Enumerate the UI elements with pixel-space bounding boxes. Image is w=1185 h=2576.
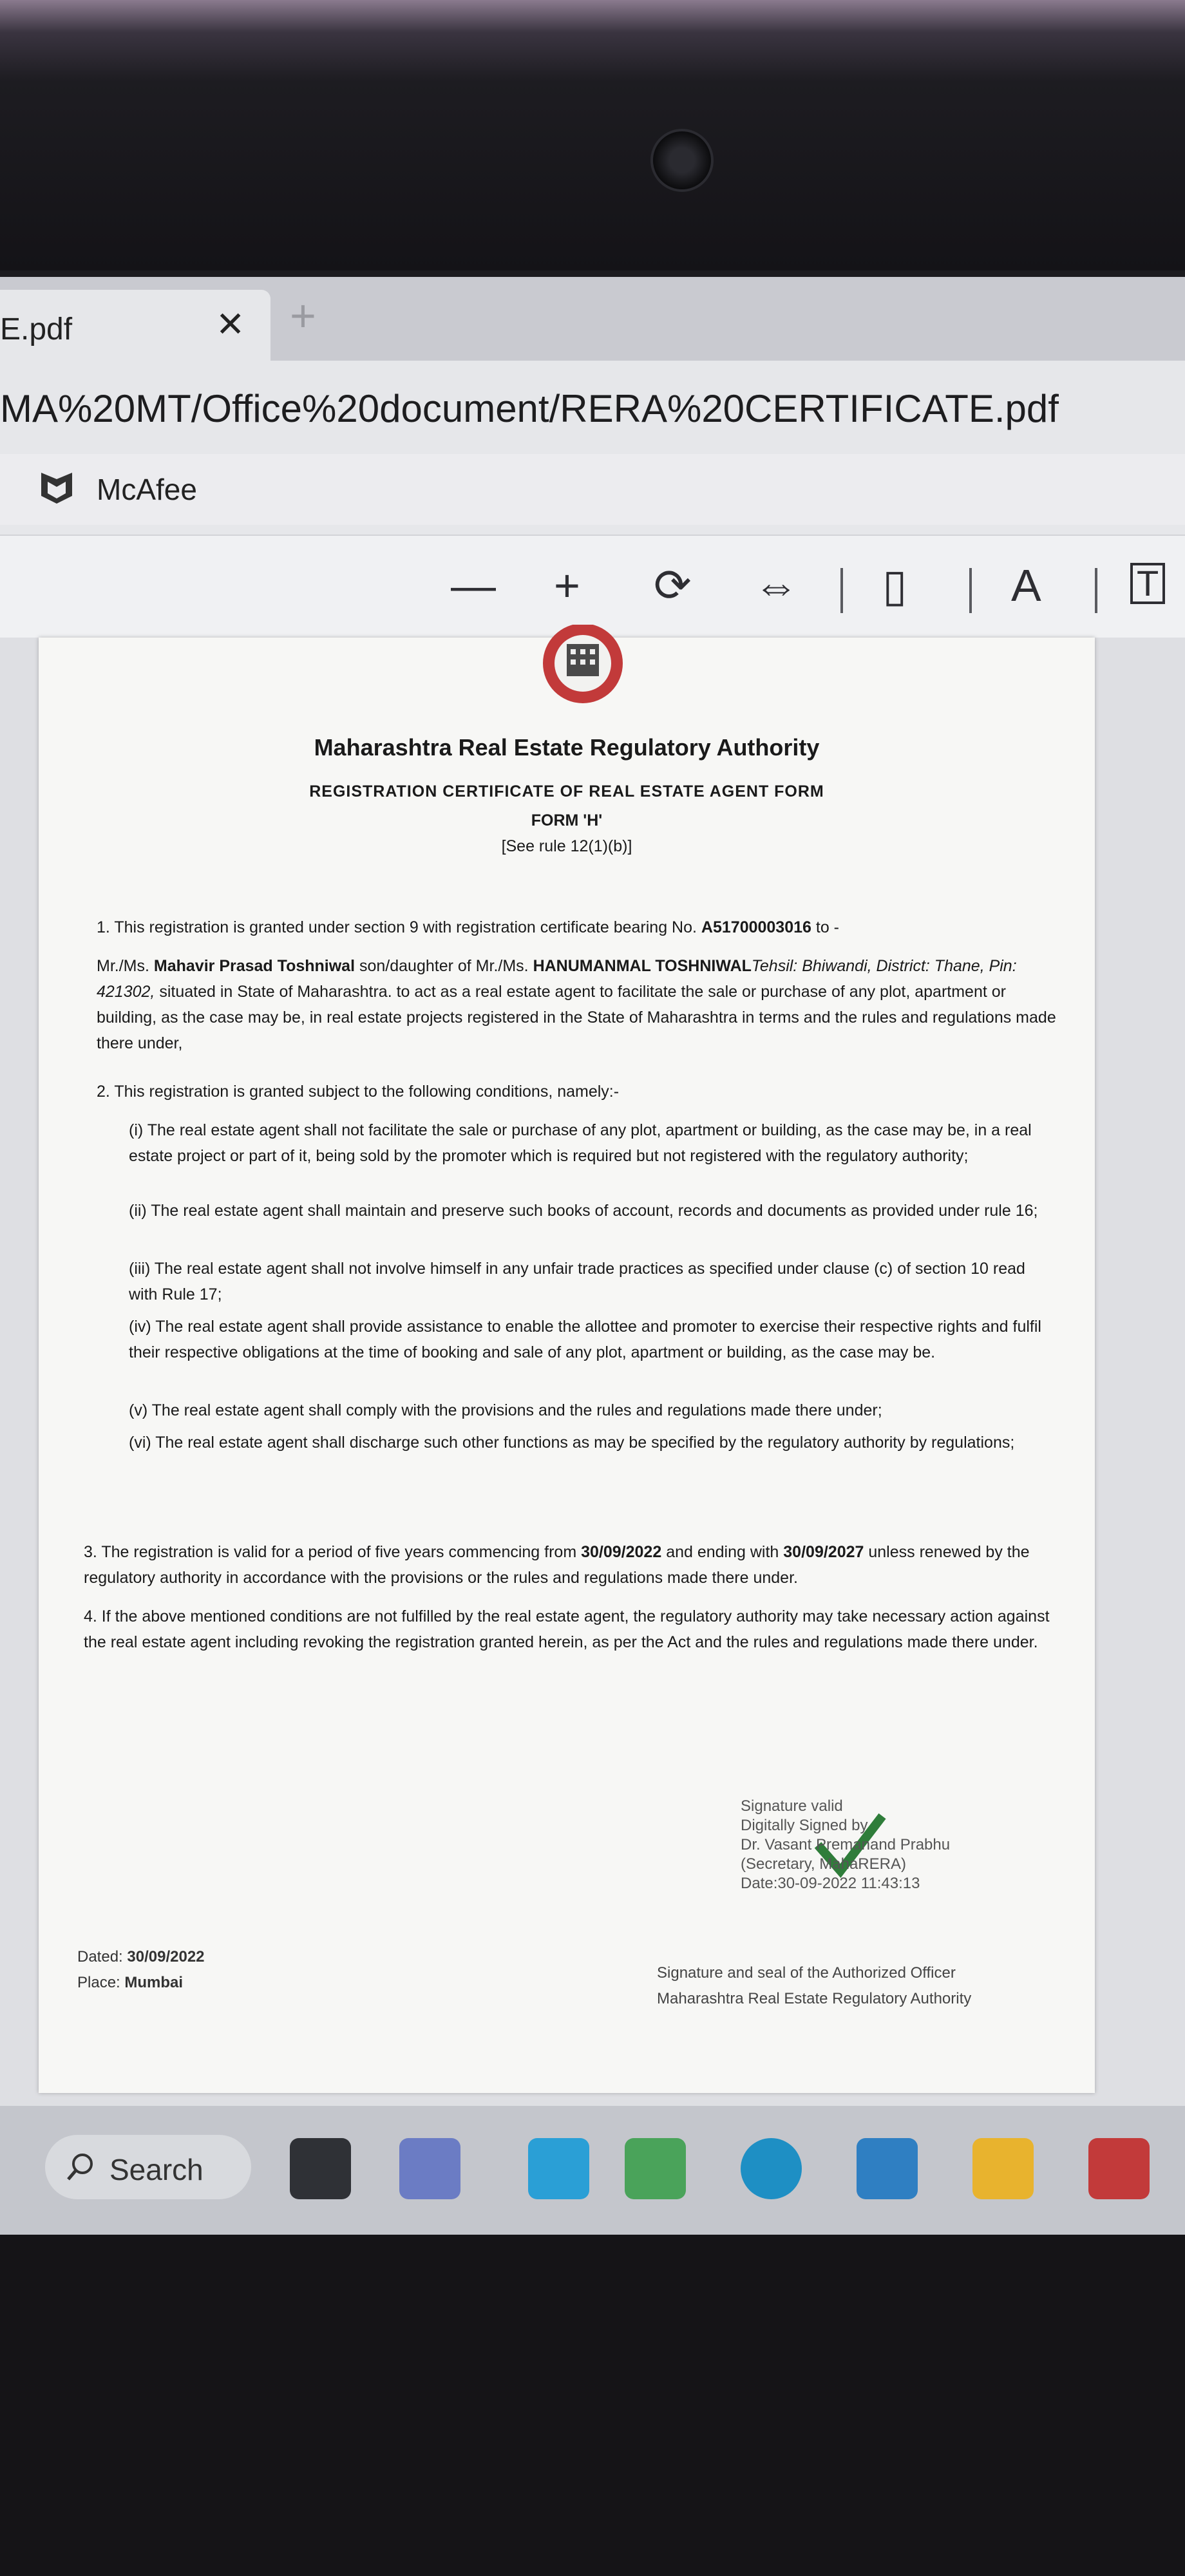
place-field	[77, 1974, 183, 1992]
toolbar-divider	[840, 568, 843, 613]
agent-name: Mahavir Prasad Toshniwal	[153, 957, 356, 975]
agent-details-rest: situated in State of Maharashtra. to act as a real estate agent to facilitate the sale or purchase of any plot, apartment or building, as the case may be, in real estate projects registered in the State of Maharashtra in terms and the rules and regulations made there under,	[97, 983, 1056, 1052]
signature-line: Signature valid	[741, 1797, 843, 1815]
signature-line: Date:30-09-2022 11:43:13	[741, 1875, 920, 1892]
clause-1-text: 1. This registration is granted under section 9 with registration certificate bearing No.	[97, 918, 697, 936]
start-date: 30/09/2022	[581, 1543, 662, 1561]
address-text: Tehsil: Bhiwandi, District: Thane, Pin: 421302,	[97, 957, 1017, 1001]
read-aloud-icon[interactable]: A	[1011, 560, 1041, 611]
certificate-page	[39, 638, 1095, 2093]
microsoft-store-icon[interactable]	[857, 2138, 918, 2199]
close-icon[interactable]: ✕	[216, 305, 245, 344]
taskbar	[0, 2106, 1185, 2235]
clause-3-rest: unless renewed by the regulatory authority in accordance with the provisions or the rules and regulations made there under.	[84, 1543, 1030, 1587]
digital-signature-block	[741, 1797, 1050, 1893]
pdf-viewport[interactable]	[0, 638, 1185, 2106]
mcafee-app-icon[interactable]	[1088, 2138, 1150, 2199]
clause-4: 4. If the above mentioned conditions are not fulfilled by the real estate agent, the regulatory authority may take necessary action against the real estate agent including revoking the registration granted herein, as per the Act and the rules and regulations made there under.	[84, 1607, 1050, 1651]
condition-item: (vi) The real estate agent shall discharge such other functions as may be specified by the regulatory authority by regulations;	[129, 1434, 1015, 1452]
clause-1-suffix: to -	[815, 918, 839, 936]
registration-number: A51700003016	[701, 918, 811, 936]
signature-authority: Maharashtra Real Estate Regulatory Authority	[657, 1990, 972, 2007]
clause-3-text: 3. The registration is valid for a period of five years commencing from	[84, 1543, 577, 1561]
rotate-icon[interactable]: ⟳	[654, 560, 692, 611]
signature-caption: Signature and seal of the Authorized Officer	[657, 1964, 956, 1982]
dated-field	[77, 1948, 205, 1966]
bookmark-mcafee[interactable]: McAfee	[97, 473, 197, 506]
teams-icon[interactable]	[399, 2138, 460, 2199]
zoom-in-button[interactable]: +	[554, 560, 580, 611]
dated-value: 30/09/2022	[127, 1948, 205, 1965]
file-explorer-icon[interactable]	[972, 2138, 1034, 2199]
clause-1	[97, 914, 1043, 940]
search-label[interactable]: Search	[109, 2153, 204, 2186]
rule-label: [See rule 12(1)(b)]	[501, 837, 632, 855]
agent-lead: Mr./Ms.	[97, 957, 149, 975]
task-view-icon[interactable]	[290, 2138, 351, 2199]
signature-line: Dr. Vasant Premanand Prabhu	[741, 1836, 951, 1853]
bookmarks-bar	[0, 454, 1185, 525]
camera-bezel	[0, 0, 1185, 270]
edge-icon[interactable]	[741, 2138, 802, 2199]
toolbar-divider	[1095, 568, 1097, 613]
url-text[interactable]: MA%20MT/Office%20document/RERA%20CERTIFICATE.pdf	[0, 387, 1059, 430]
zoom-out-button[interactable]: —	[451, 560, 496, 611]
dated-label: Dated:	[77, 1948, 123, 1965]
tab-title: E.pdf	[0, 312, 73, 346]
app-l-icon[interactable]	[625, 2138, 686, 2199]
father-name: HANUMANMAL TOSHNIWAL	[533, 957, 752, 975]
maharera-logo-icon	[535, 625, 631, 715]
address-bar[interactable]	[0, 374, 1185, 444]
certificate-title: REGISTRATION CERTIFICATE OF REAL ESTATE AGENT FORM	[309, 782, 824, 800]
clause-3	[84, 1539, 1069, 1591]
page-view-icon[interactable]: ▯	[882, 560, 907, 611]
condition-item: (ii) The real estate agent shall maintain and preserve such books of account, records and documents as provided under rule 16;	[129, 1202, 1038, 1220]
browser-window	[0, 277, 1185, 638]
tab-bar	[0, 277, 1185, 361]
condition-item: (v) The real estate agent shall comply with the provisions and the rules and regulations made there under;	[129, 1401, 882, 1419]
new-tab-button[interactable]: +	[290, 290, 316, 341]
place-value: Mumbai	[124, 1974, 184, 1991]
search-icon[interactable]	[64, 2151, 97, 2183]
condition-item: (iii) The real estate agent shall not involve himself in any unfair trade practices as specified under clause (c) of section 10 read with Rule 17;	[129, 1260, 1025, 1303]
condition-item: (iv) The real estate agent shall provide assistance to enable the allottee and promoter to exercise their respective rights and fulfil their respective obligations at the time of booking and sale of any plot, apartment or building, as the case may be.	[129, 1318, 1041, 1361]
toolbar-divider	[969, 568, 972, 613]
clause-3-mid: and ending with	[666, 1543, 779, 1561]
end-date: 30/09/2027	[783, 1543, 864, 1561]
mcafee-shield-icon[interactable]	[39, 470, 75, 505]
tab-pdf[interactable]	[0, 290, 270, 361]
fit-page-icon[interactable]: ⇔	[754, 560, 799, 611]
clause-2: 2. This registration is granted subject to the following conditions, namely:-	[97, 1083, 620, 1101]
store-icon[interactable]	[528, 2138, 589, 2199]
relation-text: son/daughter of Mr./Ms.	[359, 957, 529, 975]
agent-details	[97, 953, 1063, 1056]
text-icon[interactable]: T	[1130, 563, 1165, 604]
device-body	[0, 2235, 1185, 2576]
signature-line: (Secretary, MahaRERA)	[741, 1855, 906, 1873]
pdf-toolbar	[0, 535, 1185, 639]
signature-line: Digitally Signed by	[741, 1817, 868, 1834]
place-label: Place:	[77, 1974, 120, 1991]
webcam-icon	[650, 129, 714, 192]
form-label: FORM 'H'	[531, 811, 603, 829]
condition-item: (i) The real estate agent shall not facilitate the sale or purchase of any plot, apartment or building, as the case may be, in a real estate project or part of it, being sold by the promoter which is required but not registered with the regulatory authority;	[129, 1121, 1032, 1165]
authority-title: Maharashtra Real Estate Regulatory Authority	[314, 734, 820, 761]
